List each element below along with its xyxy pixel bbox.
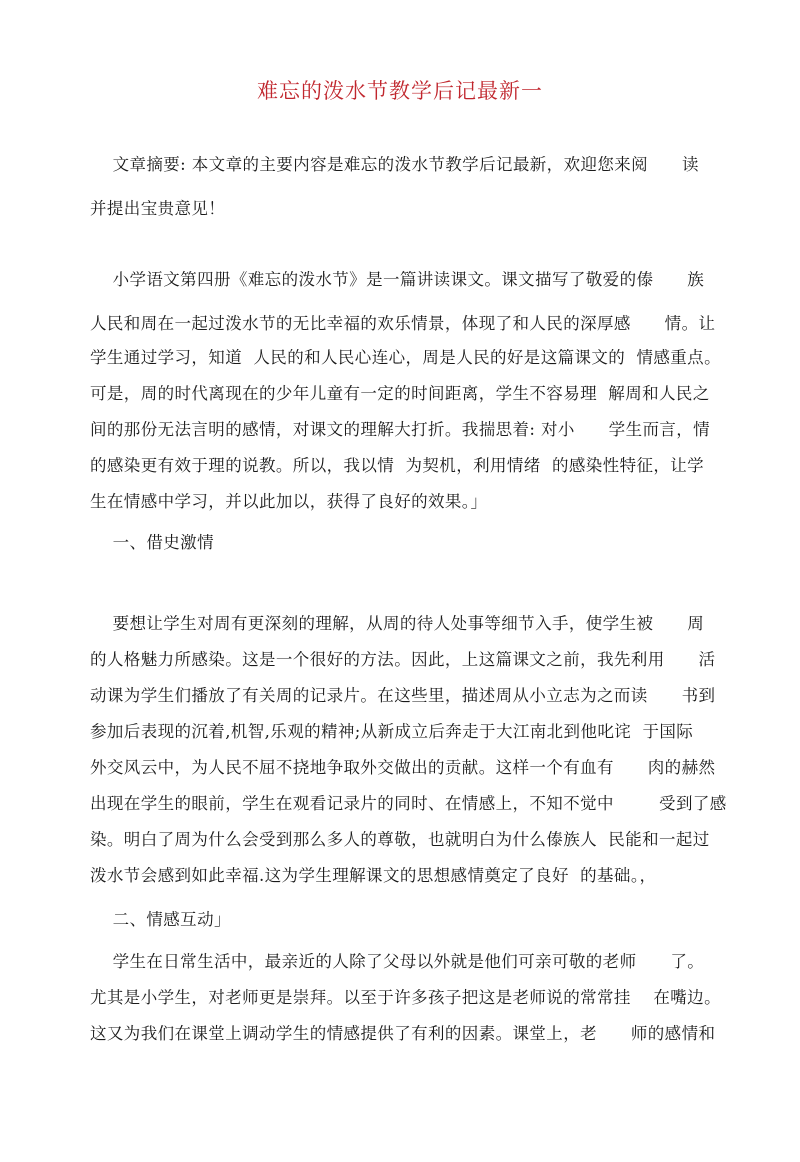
- paragraph-line: 学生在日常生活中，最亲近的人除了父母以外就是他们可亲可敬的老师 了。: [90, 952, 705, 971]
- paragraph-line: 出现在学生的眼前，学生在观看记录片的同时、在情感上，不知不觉中 受到了感: [90, 794, 727, 813]
- paragraph-line: 可是，周的时代离现在的少年儿童有一定的时间距离，学生不容易理 解周和人民之: [90, 384, 710, 403]
- paragraph-line: 要想让学生对周有更深刻的理解，从周的待人处事等细节入手，使学生被 周: [90, 614, 705, 633]
- paragraph-line: 动课为学生们播放了有关周的记录片。在这些里，描述周从小立志为之而读 书到: [90, 686, 716, 705]
- paragraph-line: 这又为我们在课堂上调动学生的情感提供了有利的因素。课堂上，老 师的感情和: [90, 1024, 716, 1043]
- document-title: 难忘的泼水节教学后记最新一: [257, 79, 543, 103]
- paragraph-line: 参加后表现的沉着,机智,乐观的精神;从新成立后奔走于大江南北到他叱诧 于国际: [90, 722, 694, 741]
- abstract-line: 文章摘要: 本文章的主要内容是难忘的泼水节教学后记最新，欢迎您来阅 读: [90, 155, 699, 174]
- paragraph-line: 外交风云中，为人民不屈不挠地争取外交做出的贡献。这样一个有血有 肉的赫然: [90, 758, 716, 777]
- paragraph-line: 人民和周在一起过泼水节的无比幸福的欢乐情景，体现了和人民的深厚感 情。让: [90, 314, 716, 333]
- paragraph-line: 生在情感中学习，并以此加以，获得了良好的效果。」: [90, 492, 488, 511]
- paragraph-line: 染。明白了周为什么会受到那么多人的尊敬，也就明白为什么傣族人 民能和一起过: [90, 830, 710, 849]
- paragraph-line: 学生通过学习，知道 人民的和人民心连心，周是人民的好是这篇课文的 情感重点。: [90, 348, 721, 367]
- paragraph-line: 的人格魅力所感染。这是一个很好的方法。因此，上这篇课文之前，我先利用 活: [90, 650, 716, 669]
- paragraph-line: 的感染更有效于理的说教。所以，我以情 为契机，利用情绪 的感染性特征，让学: [90, 456, 705, 475]
- paragraph-line: 泼水节会感到如此幸福.这为学生理解课文的思想感情奠定了良好 的基础。，: [90, 866, 657, 885]
- paragraph-line: 间的那份无法言明的感情，对课文的理解大打折。我揣思着: 对小 学生而言，情: [90, 420, 711, 439]
- section-heading: 二、情感互动」: [90, 910, 231, 929]
- section-heading: 一、借史激情: [90, 533, 214, 552]
- abstract-line: 并提出宝贵意见！: [90, 199, 226, 218]
- paragraph-line: 尤其是小学生，对老师更是崇拜。以至于许多孩子把这是老师说的常常挂 在嘴边。: [90, 988, 721, 1007]
- paragraph-line: 小学语文第四册《难忘的泼水节》是一篇讲读课文。课文描写了敬爱的傣 族: [90, 270, 705, 289]
